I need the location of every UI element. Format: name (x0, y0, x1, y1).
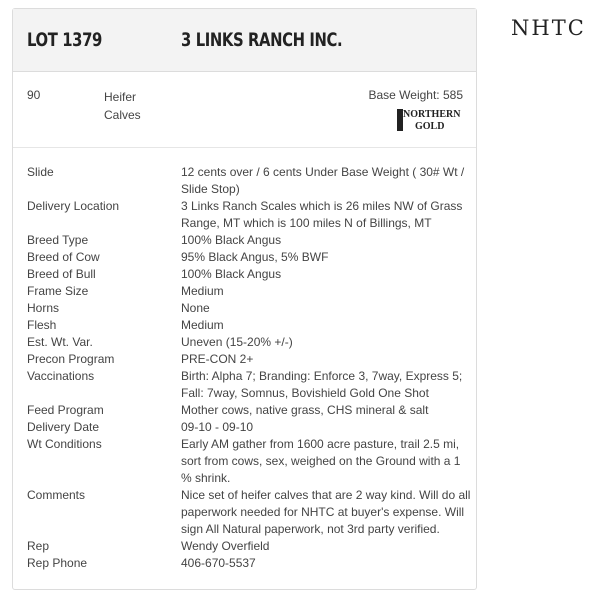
section-divider (13, 147, 476, 148)
detail-label: Frame Size (27, 284, 89, 298)
lot-number: LOT 1379 (27, 29, 102, 51)
detail-value: 09-10 - 09-10 (181, 420, 254, 434)
detail-value: 3 Links Ranch Scales which is 26 miles NW of Grass Range, MT which is 100 miles N of Billings, MT (181, 199, 463, 230)
detail-value: Early AM gather from 1600 acre pasture, trail 2.5 mi, sort from cows, sex, weighed on the Ground with a 1 % shrink. (181, 437, 461, 485)
detail-value: None (181, 301, 210, 315)
northern-gold-logo-line1: NORTHERN (403, 109, 461, 120)
detail-label: Rep (27, 539, 50, 553)
animal-type: Heifer Calves (104, 90, 141, 122)
detail-row (27, 487, 472, 538)
detail-value: PRE-CON 2+ (181, 352, 254, 366)
lot-header (13, 9, 476, 72)
detail-label: Vaccinations (27, 369, 95, 383)
detail-label: Flesh (27, 318, 57, 332)
detail-value: 100% Black Angus (181, 233, 282, 247)
lot-details (27, 164, 472, 572)
detail-row (27, 538, 472, 555)
detail-value: Nice set of heifer calves that are 2 way kind. Will do all paperwork needed for NHTC at buyer's expense. Will sign All Natural paperwork, not 3rd party verified. (181, 488, 471, 536)
detail-label: Feed Program (27, 403, 104, 417)
head-count: 90 (27, 88, 41, 102)
detail-label: Est. Wt. Var. (27, 335, 93, 349)
detail-row (27, 351, 472, 368)
detail-row (27, 317, 472, 334)
detail-label: Comments (27, 488, 86, 502)
detail-row (27, 300, 472, 317)
northern-gold-logo-line2: GOLD (415, 121, 445, 132)
detail-label: Wt Conditions (27, 437, 102, 451)
detail-row (27, 283, 472, 300)
detail-value: Birth: Alpha 7; Branding: Enforce 3, 7way, Express 5; Fall: 7way, Somnus, Bovishield Gold One Shot (181, 369, 463, 400)
seller-name: 3 LINKS RANCH INC. (181, 29, 343, 51)
detail-label: Breed of Bull (27, 267, 96, 281)
detail-value: Medium (181, 284, 224, 298)
lot-card (12, 8, 477, 590)
northern-gold-logo (395, 105, 463, 133)
detail-row (27, 419, 472, 436)
detail-row (27, 555, 472, 572)
detail-row (27, 402, 472, 419)
nhtc-logo: NHTC (511, 16, 586, 40)
detail-label: Breed Type (27, 233, 89, 247)
detail-row (27, 334, 472, 351)
detail-value: 95% Black Angus, 5% BWF (181, 250, 329, 264)
detail-value: 100% Black Angus (181, 267, 282, 281)
detail-label: Delivery Date (27, 420, 100, 434)
detail-label: Rep Phone (27, 556, 88, 570)
detail-row (27, 249, 472, 266)
detail-label: Precon Program (27, 352, 115, 366)
detail-row (27, 266, 472, 283)
detail-value: Medium (181, 318, 224, 332)
detail-row (27, 198, 472, 232)
detail-label: Breed of Cow (27, 250, 100, 264)
detail-row (27, 164, 472, 198)
detail-row (27, 368, 472, 402)
base-weight: Base Weight: 585 (368, 88, 463, 102)
detail-value: 12 cents over / 6 cents Under Base Weight ( 30# Wt / Slide Stop) (181, 165, 465, 196)
detail-value: Uneven (15-20% +/-) (181, 335, 293, 349)
detail-label: Slide (27, 165, 54, 179)
detail-label: Delivery Location (27, 199, 120, 213)
lot-summary (13, 72, 476, 134)
detail-row (27, 436, 472, 487)
detail-row (27, 232, 472, 249)
detail-value: Wendy Overfield (181, 539, 270, 553)
detail-label: Horns (27, 301, 60, 315)
detail-value: 406-670-5537 (181, 556, 256, 570)
detail-value: Mother cows, native grass, CHS mineral & salt (181, 403, 429, 417)
